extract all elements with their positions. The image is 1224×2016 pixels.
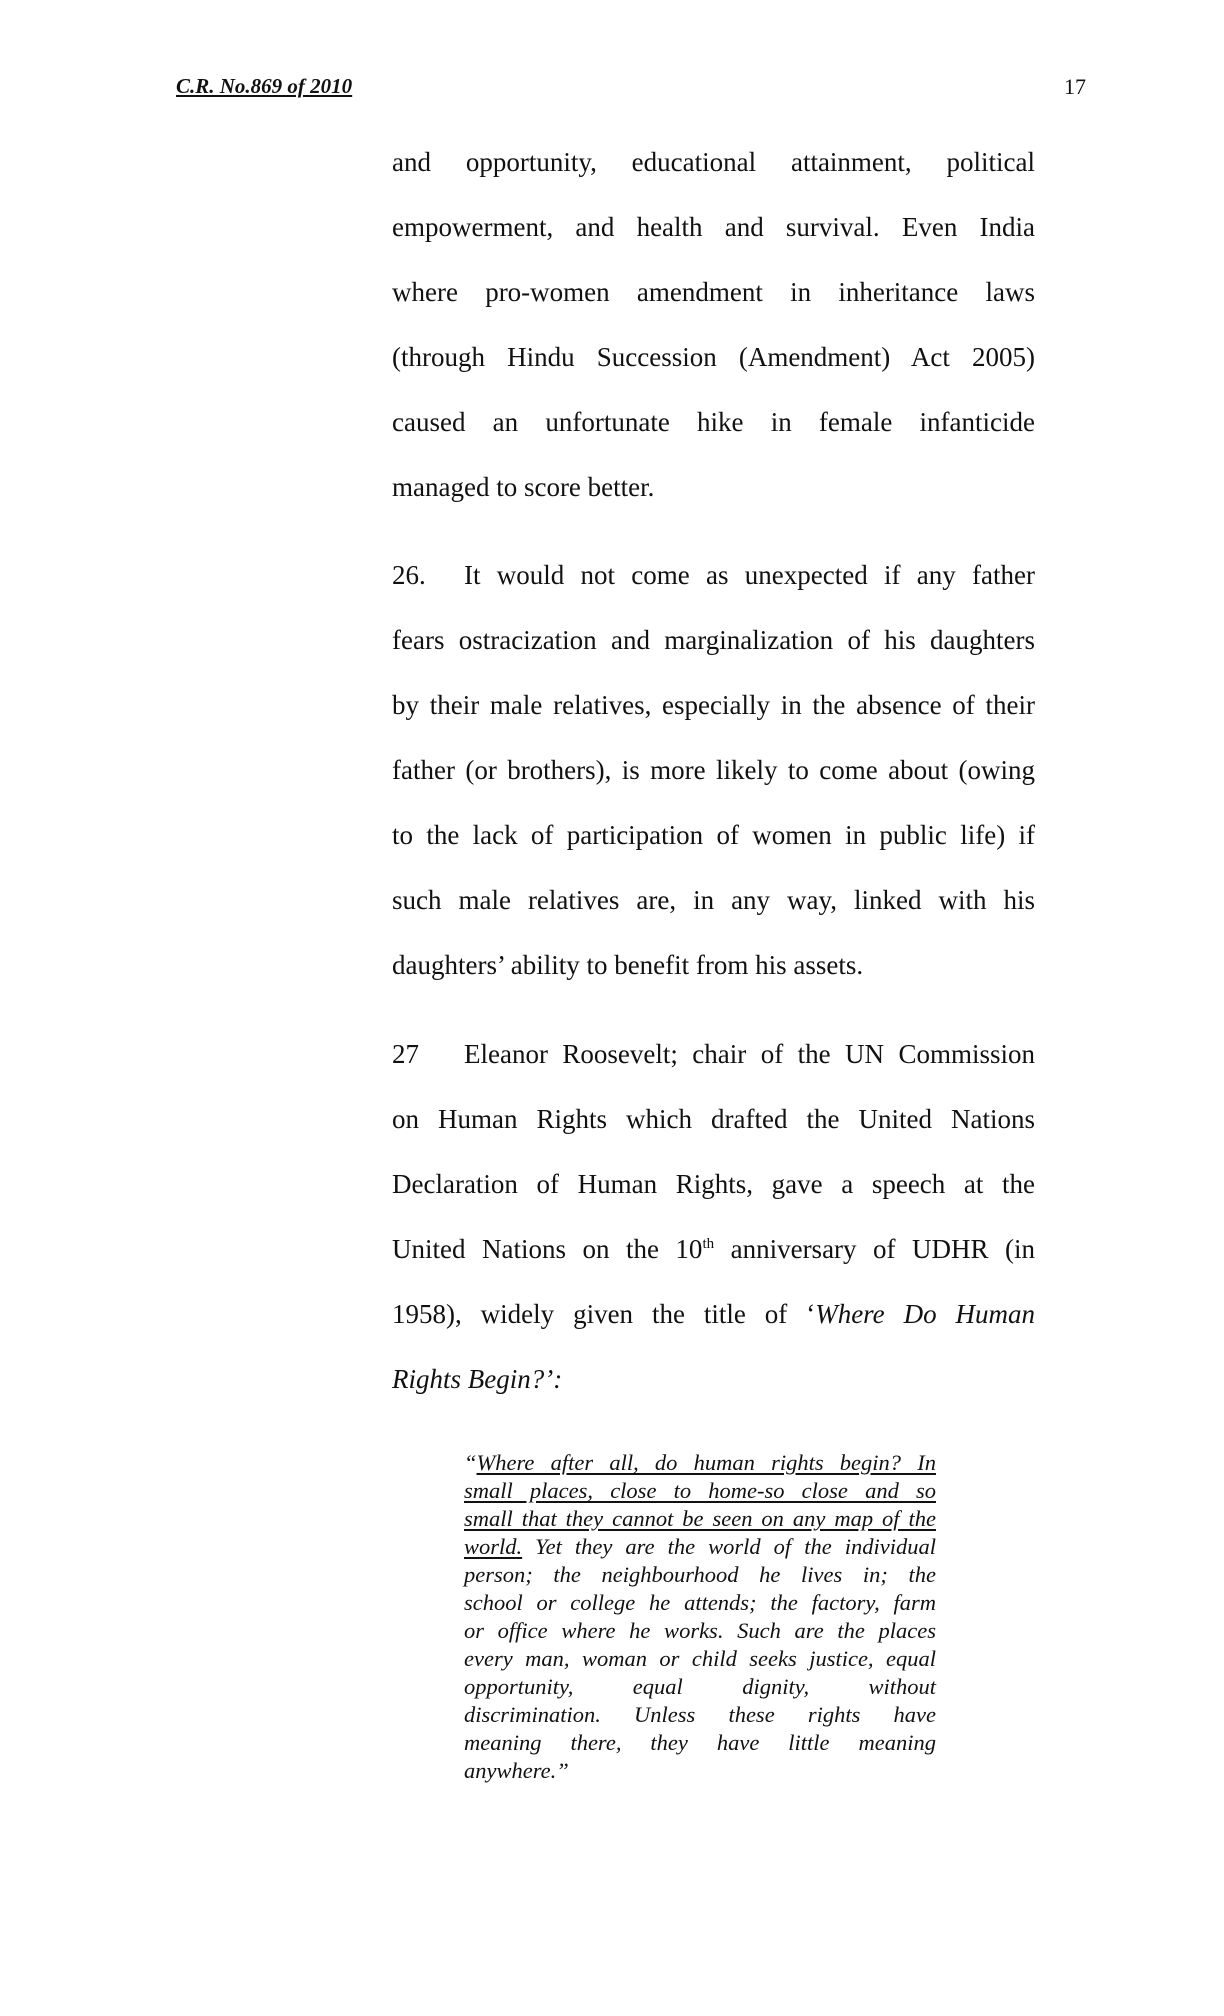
quote-line: every man, woman or child seeks justice, equal bbox=[464, 1646, 936, 1671]
page-number: 17 bbox=[1064, 74, 1086, 99]
text-segment: 1958), widely given the title of ‘ bbox=[392, 1299, 816, 1329]
underlined-text: world. bbox=[464, 1534, 523, 1559]
text-line: by their male relatives, especially in the absence of their bbox=[392, 690, 1035, 720]
block-quote bbox=[464, 1449, 936, 1785]
text-line: empowerment, and health and survival. Even India bbox=[392, 212, 1035, 242]
text-line: (through Hindu Succession (Amendment) Act 2005) bbox=[392, 342, 1035, 372]
quote-line: meaning there, they have little meaning bbox=[464, 1730, 936, 1755]
text-segment: United Nations on the 10 bbox=[392, 1234, 703, 1264]
quote-line: opportunity, equal dignity, without bbox=[464, 1674, 936, 1699]
text-line: Declaration of Human Rights, gave a speech at the bbox=[392, 1169, 1035, 1199]
text-line bbox=[392, 1022, 1035, 1087]
quote-line: or office where he works. Such are the places bbox=[464, 1618, 936, 1643]
underlined-text: small that they cannot be seen on any map of the bbox=[464, 1506, 936, 1531]
text-line: on Human Rights which drafted the United Nations bbox=[392, 1104, 1035, 1134]
case-number: C.R. No.869 of 2010 bbox=[176, 74, 353, 98]
text-line bbox=[392, 1282, 1035, 1347]
text-line: father (or brothers), is more likely to come about (owing bbox=[392, 755, 1035, 785]
text-line: fears ostracization and marginalization of his daughters bbox=[392, 625, 1035, 655]
text-line bbox=[392, 1217, 1035, 1282]
paragraph-first-line: It would not come as unexpected if any father bbox=[464, 560, 1035, 590]
quote-line bbox=[464, 1449, 936, 1477]
text-line: caused an unfortunate hike in female infanticide bbox=[392, 407, 1035, 437]
ordinal-superscript: th bbox=[702, 1236, 715, 1252]
text-segment: Yet they are the world of the individual bbox=[522, 1534, 936, 1559]
text-line bbox=[392, 543, 1035, 608]
text-line: daughters’ ability to benefit from his assets. bbox=[392, 950, 864, 980]
underlined-text: Where after all, do human rights begin? In bbox=[476, 1450, 936, 1475]
text-line: such male relatives are, in any way, linked with his bbox=[392, 885, 1035, 915]
quote-line: person; the neighbourhood he lives in; the bbox=[464, 1562, 936, 1587]
speech-title: Rights Begin?’: bbox=[392, 1364, 563, 1394]
text-line: managed to score better. bbox=[392, 472, 655, 502]
text-line: and opportunity, educational attainment, political bbox=[392, 147, 1035, 177]
underlined-text: small places, close to home-so close and so bbox=[464, 1478, 936, 1503]
paragraph-27 bbox=[392, 1022, 1035, 1412]
text-line bbox=[392, 1347, 1035, 1412]
quote-line: anywhere.” bbox=[464, 1758, 569, 1783]
paragraph-number: 27 bbox=[392, 1039, 419, 1069]
paragraph-number: 26. bbox=[392, 560, 426, 590]
text-line: where pro-women amendment in inheritance laws bbox=[392, 277, 1035, 307]
open-quote: “ bbox=[464, 1450, 477, 1475]
paragraph-26 bbox=[392, 543, 1035, 998]
quote-line bbox=[464, 1477, 936, 1505]
paragraph-continuation bbox=[392, 130, 1035, 520]
quote-line: discrimination. Unless these rights have bbox=[464, 1702, 936, 1727]
quote-line: school or college he attends; the factory, farm bbox=[464, 1590, 936, 1615]
quote-line bbox=[464, 1533, 936, 1561]
speech-title: Where Do Human bbox=[815, 1299, 1036, 1329]
text-line: to the lack of participation of women in public life) if bbox=[392, 820, 1035, 850]
text-segment: anniversary of UDHR (in bbox=[714, 1234, 1036, 1264]
quote-line bbox=[464, 1505, 936, 1533]
paragraph-first-line: Eleanor Roosevelt; chair of the UN Commission bbox=[464, 1039, 1035, 1069]
